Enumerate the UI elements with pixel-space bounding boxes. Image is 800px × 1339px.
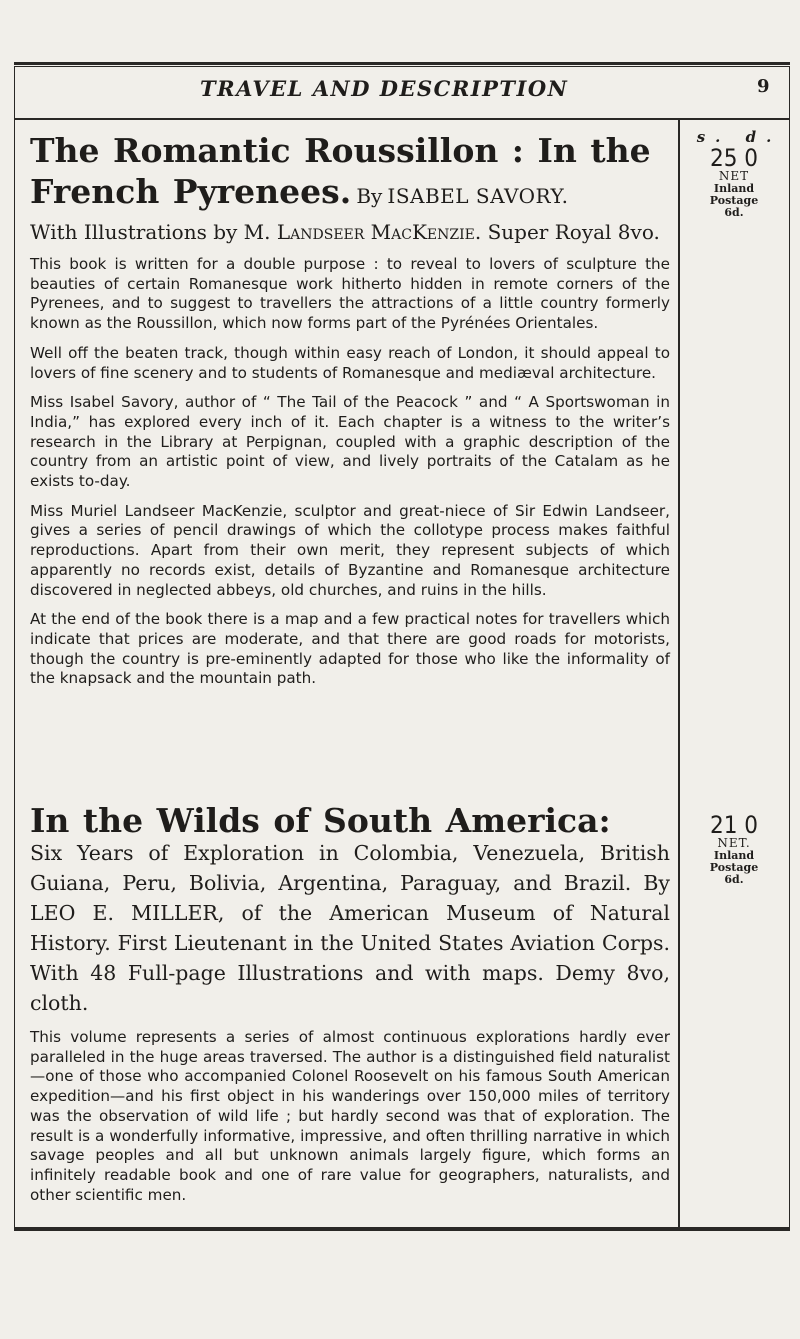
- running-head: TRAVEL AND DESCRIPTION: [200, 76, 569, 101]
- description-paragraph: This volume represents a series of almost continuous explorations hardly ever paralleled in the huge areas traversed. The author is a distinguished field naturalist—one of those who accompanied Colonel Roosevelt on his famous South American expedition—and his first object in his wanderings over 150,000 miles of territory was the observation of wild life ; but hardly second was that of exploration. The result is a wonderfully informative, impressive, and often thrilling narrative in which savage peoples and all but unknown animals largely figure, which forms an infinitely readable book and one of rare value for geographers, naturalists, and other scientific men.: [30, 1028, 670, 1204]
- postage-amount: 6d.: [724, 873, 744, 886]
- description-paragraph: Well off the beaten track, though within easy reach of London, it should appeal to lovers of fine scenery and to students of Romanesque and mediæval architecture.: [30, 343, 670, 382]
- price-box-roussillon: [682, 128, 786, 219]
- book-entry-south-america: [30, 803, 670, 1215]
- top-rule: [14, 62, 790, 65]
- by-label: By: [356, 184, 383, 208]
- book-author: ISABEL SAVORY.: [387, 184, 569, 208]
- entry-description: [30, 255, 670, 689]
- price-box-south-america: [682, 813, 786, 886]
- price-amount: 21 0: [709, 811, 759, 839]
- postage-label: Postage: [709, 194, 759, 207]
- book-entry-roussillon: [30, 133, 670, 699]
- book-subtitle: [30, 217, 670, 247]
- bottom-rule: [14, 1227, 790, 1231]
- book-title: In the Wilds of South America:: [30, 801, 611, 840]
- postage-amount: 6d.: [724, 206, 744, 219]
- book-subtitle: Six Years of Exploration in Colombia, Venezuela, British Guiana, Peru, Bolivia, Argentina, Paraguay, and Brazil. By LEO E. MILLER, of the American Museum of Natural History. First Lieutenant in the United States Aviation Corps. With 48 Full-page Illustrations and with maps. Demy 8vo, cloth.: [30, 841, 670, 1015]
- currency-header: s. d.: [696, 128, 782, 146]
- price-column-rule: [678, 118, 680, 1230]
- inland-label: Inland: [713, 849, 755, 862]
- price-amount: 25 0: [709, 144, 759, 172]
- postage-label: Postage: [709, 861, 759, 874]
- description-paragraph: Miss Isabel Savory, author of “ The Tail of the Peacock ” and “ A Sportswoman in India,” has explored every inch of it. Each chapter is a witness to the writer’s research in the Library at Perpignan, coupled with a graphic description of the country from an artistic point of view, and lively portraits of the Catalam as he exists to-day.: [30, 393, 670, 491]
- inland-label: Inland: [713, 182, 755, 195]
- description-paragraph: At the end of the book there is a map and a few practical notes for travellers which indicate that prices are moderate, and that there are good roads for motorists, though the country is pre-eminently adapted for those who like the informality of the knapsack and the mountain path.: [30, 610, 670, 688]
- net-label: NET: [718, 169, 750, 183]
- entry-description: [30, 1028, 670, 1205]
- net-label: NET.: [717, 836, 751, 850]
- book-title: The Romantic Roussillon : In the French Pyrenees.: [30, 131, 651, 211]
- description-paragraph: Miss Muriel Landseer MacKenzie, sculptor and great-niece of Sir Edwin Landseer, gives a series of pencil drawings of which the collotype process makes faithful reproductions. Apart from their own merit, they represent subjects of which apparently no records exist, details of Byzantine and Romanesque architecture discovered in neglected abbeys, old churches, and ruins in the hills.: [30, 501, 670, 599]
- page-number: 9: [757, 76, 770, 97]
- description-paragraph: This book is written for a double purpose : to reveal to lovers of sculpture the beauties of certain Romanesque work hitherto hidden in remote corners of the Pyrenees, and to suggest to travellers the attractions of a little country formerly known as the Roussillon, which now forms part of the Pyrénées Orientales.: [30, 255, 670, 333]
- entry-heading: [30, 133, 670, 215]
- subtitle-prefix: With Illustrations by M.: [30, 220, 271, 244]
- book-format: Super Royal 8vo.: [487, 220, 660, 244]
- header-rule: [14, 118, 790, 120]
- illustrator-name: Landseer MacKenzie.: [276, 220, 482, 244]
